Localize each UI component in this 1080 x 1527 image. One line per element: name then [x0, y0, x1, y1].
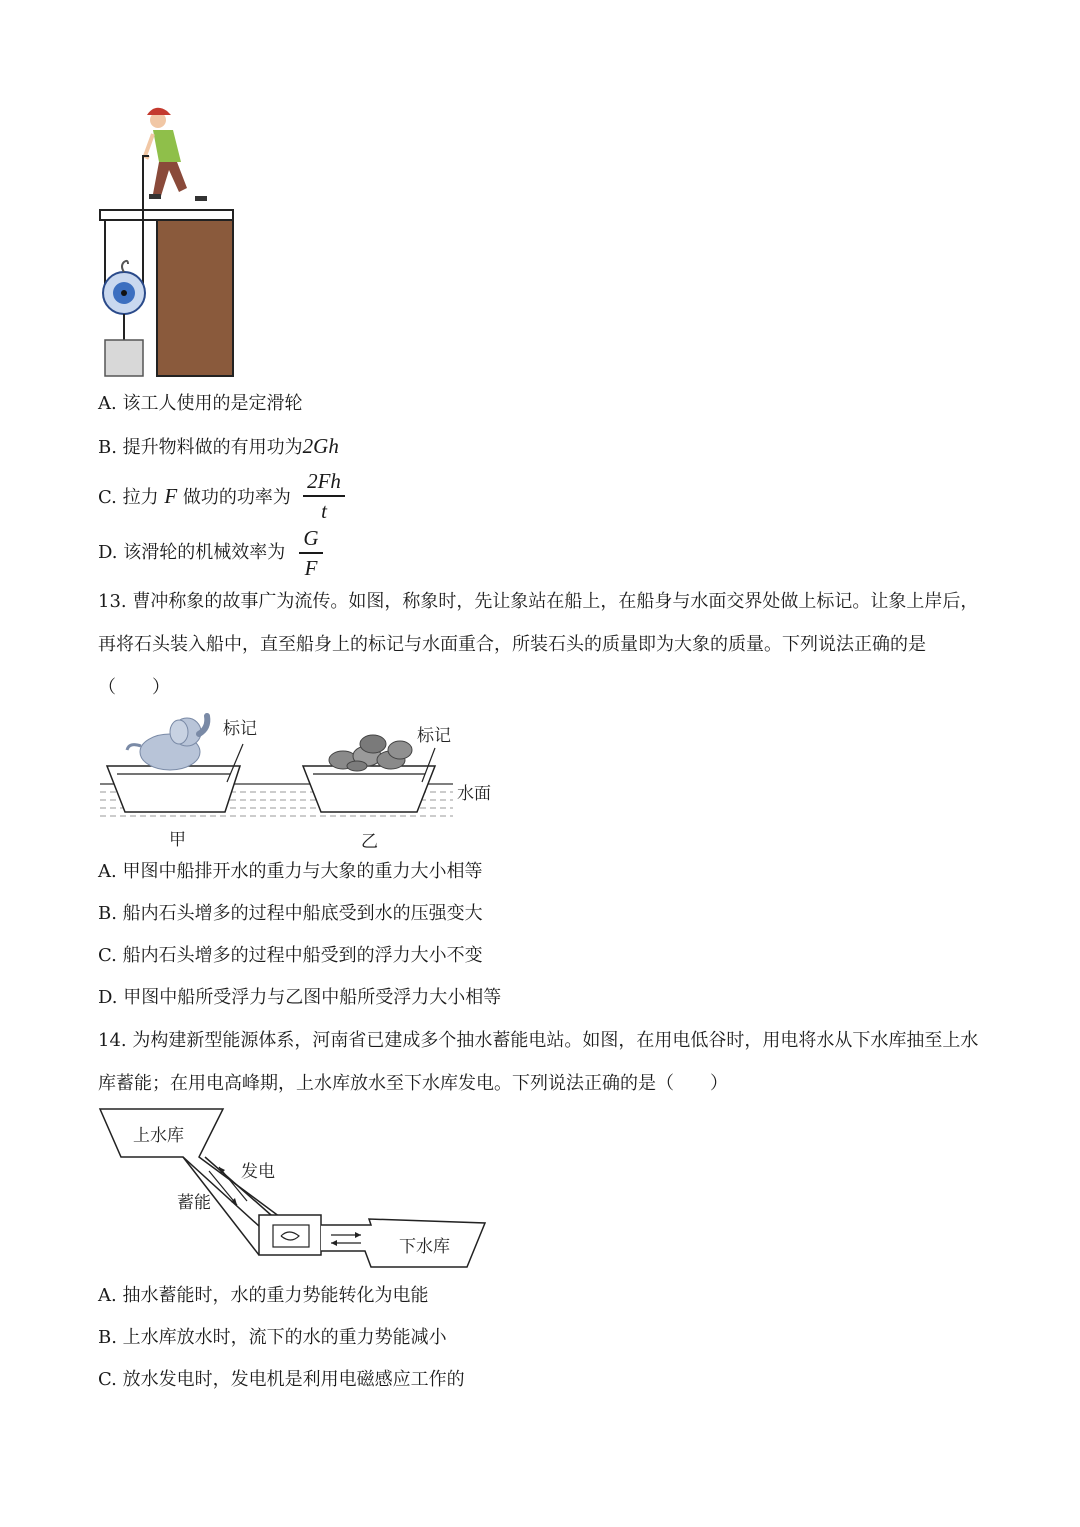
pulley-figure	[95, 100, 245, 380]
q12-option-c-text2: 做功的功率为	[182, 487, 291, 508]
q13-option-b: B. 船内石头增多的过程中船底受到水的压强变大	[98, 903, 483, 924]
figure-caption-yi: 乙	[361, 832, 378, 852]
q14-option-a: A. 抽水蓄能时，水的重力势能转化为电能	[98, 1285, 429, 1306]
q12-option-b-math: 2Gh	[302, 434, 339, 458]
fraction-bar	[299, 552, 323, 554]
q13-option-a: A. 甲图中船排开水的重力与大象的重力大小相等	[98, 861, 483, 882]
fraction-numerator: G	[303, 526, 319, 550]
generate-label: 发电	[241, 1162, 275, 1182]
q14-stem: 14. 为构建新型能源体系，河南省已建成多个抽水蓄能电站。如图，在用电低谷时，用电将水从下水库抽至上水库蓄能；在用电高峰期，上水库放水至下水库发电。下列说法正确的是（ ）	[98, 1030, 979, 1094]
q13-option-c: C. 船内石头增多的过程中船受到的浮力大小不变	[98, 945, 483, 966]
mark-label-1: 标记	[223, 719, 257, 739]
q12-option-d-fraction	[299, 526, 323, 580]
q12-option-c-text: C. 拉力	[98, 487, 159, 508]
mark-label-2: 标记	[417, 726, 451, 746]
q14-option-c: C. 放水发电时，发电机是利用电磁感应工作的	[98, 1369, 465, 1390]
q12-option-c-fraction	[303, 469, 345, 523]
water-surface-label: 水面	[457, 784, 491, 804]
figure-caption-jia: 甲	[169, 830, 186, 850]
fraction-denominator: t	[321, 498, 327, 523]
q12-option-b	[98, 434, 339, 460]
q14-option-b: B. 上水库放水时，流下的水的重力势能减小	[98, 1327, 447, 1348]
q13-stem: 13. 曹冲称象的故事广为流传。如图，称象时，先让象站在船上，在船身与水面交界处做上标记。让象上岸后，再将石头装入船中，直至船身上的标记与水面重合，所装石头的质量即为大象的质量。下列说法正确的是（ ）	[98, 591, 979, 698]
q12-option-c	[98, 484, 291, 510]
fraction-denominator: F	[304, 555, 318, 580]
q12-option-c-var: F	[164, 484, 178, 508]
q12-option-a: A. 该工人使用的是定滑轮	[98, 393, 303, 414]
store-energy-label: 蓄能	[177, 1193, 211, 1213]
q12-option-d: D. 该滑轮的机械效率为	[98, 542, 286, 563]
q12-option-b-text: B. 提升物料做的有用功为	[98, 437, 303, 458]
fraction-bar	[303, 495, 345, 497]
fraction-numerator: 2Fh	[307, 469, 341, 493]
pumped-storage-figure	[95, 1105, 495, 1275]
elephant-boat-figure	[95, 708, 515, 858]
q13-option-d: D. 甲图中船所受浮力与乙图中船所受浮力大小相等	[98, 987, 502, 1008]
lower-reservoir-label: 下水库	[399, 1237, 450, 1257]
upper-reservoir-label: 上水库	[133, 1126, 184, 1146]
